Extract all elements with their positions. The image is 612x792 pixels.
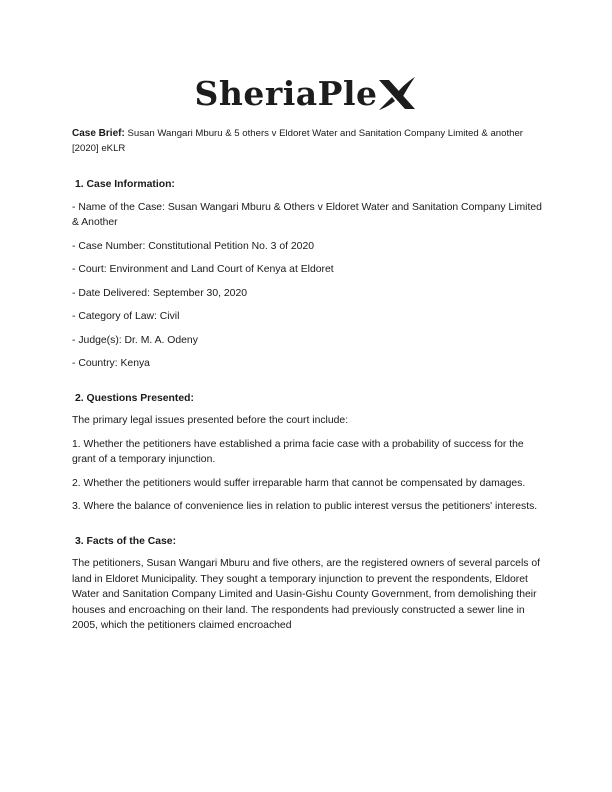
facts-heading: 3. Facts of the Case:	[75, 535, 177, 547]
facts-paragraph: The petitioners, Susan Wangari Mburu and five others, are the registered owners of several parcels of land in Eldoret Municipality. They sought a temporary injunction to prevent the respondents, Eldoret Water and Sanitation Company Limited and Uasin-Gishu County Government, from demolishing their houses and encroaching on their land. The respondents had previously constructed a sewer line in 2005, which the petitioners claimed encroached	[72, 558, 541, 631]
x-icon	[377, 76, 417, 112]
case-info-item: - Country: Kenya	[72, 358, 150, 369]
case-info-item: - Court: Environment and Land Court of Kenya at Eldoret	[72, 264, 334, 275]
question-item: 3. Where the balance of convenience lies in relation to public interest versus the petitioners' interests.	[72, 501, 538, 512]
case-info-item: - Case Number: Constitutional Petition No. 3 of 2020	[72, 240, 314, 252]
case-information-heading: 1. Case Information:	[75, 179, 175, 190]
case-brief-text: Susan Wangari Mburu & 5 others v Eldoret Water and Sanitation Company Limited & another [2020] eKLR	[72, 128, 523, 154]
case-brief	[72, 127, 542, 156]
case-brief-label: Case Brief:	[72, 128, 125, 139]
questions-intro: The primary legal issues presented before the court include:	[72, 415, 349, 426]
questions-heading: 2. Questions Presented:	[75, 392, 194, 404]
sheriaplex-logo	[0, 74, 612, 122]
question-item: 1. Whether the petitioners have established a prima facie case with a probability of success for the grant of a temporary injunction.	[72, 438, 524, 465]
case-info-item: - Judge(s): Dr. M. A. Odeny	[72, 334, 198, 346]
logo-text: SheriaPle	[194, 74, 378, 113]
document-body	[72, 127, 542, 634]
case-info-item: - Date Delivered: September 30, 2020	[72, 287, 248, 299]
case-info-item: - Category of Law: Civil	[72, 311, 180, 322]
case-info-item: - Name of the Case: Susan Wangari Mburu & Others v Eldoret Water and Sanitation Company Limited & Another	[72, 201, 542, 228]
question-item: 2. Whether the petitioners would suffer irreparable harm that cannot be compensated by damages.	[72, 477, 526, 489]
